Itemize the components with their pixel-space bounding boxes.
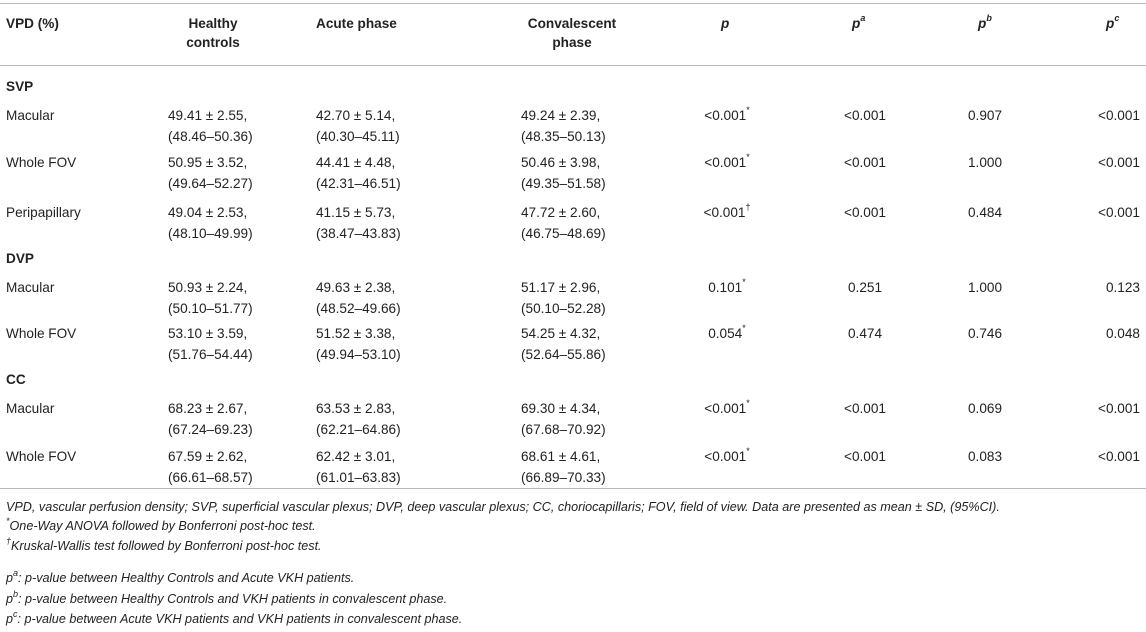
header-p: p (721, 16, 730, 31)
cell-pa: <0.001 (844, 155, 886, 170)
cell-p (672, 153, 782, 172)
header-pc (1106, 14, 1119, 33)
cell-p-sup: * (742, 277, 746, 288)
section-dvp: DVP (6, 251, 34, 266)
header-convalescent-line1: Convalescent (527, 16, 617, 31)
cell-pc: <0.001 (1098, 155, 1140, 170)
cell-convalescent-ci: (48.35–50.13) (521, 129, 606, 144)
cell-acute-ci: (42.31–46.51) (316, 176, 401, 191)
cell-pc: <0.001 (1098, 108, 1140, 123)
footnote-pa-sup: a (13, 567, 19, 578)
row-label: Whole FOV (6, 155, 77, 170)
row-label: Macular (6, 108, 55, 123)
cell-healthy-ci: (49.64–52.27) (168, 176, 253, 191)
cell-p-value: 0.101 (708, 280, 743, 295)
cell-p (672, 447, 782, 466)
cell-convalescent-mean: 68.61 ± 4.61, (521, 449, 601, 464)
header-convalescent-line2: phase (552, 35, 592, 50)
footnote-pa-p: p (6, 571, 14, 585)
cell-acute-mean: 63.53 ± 2.83, (316, 401, 396, 416)
cell-p (672, 203, 782, 222)
row-label: Whole FOV (6, 449, 77, 464)
section-cc: CC (6, 372, 26, 387)
cell-healthy-ci: (51.76–54.44) (168, 347, 253, 362)
cell-healthy-mean: 68.23 ± 2.67, (168, 401, 248, 416)
footnote-pb (6, 588, 448, 607)
cell-pa: <0.001 (844, 108, 886, 123)
cell-convalescent-mean: 54.25 ± 4.32, (521, 326, 601, 341)
cell-healthy-mean: 50.93 ± 2.24, (168, 280, 248, 295)
footnote-anova-sym: * (6, 515, 10, 526)
header-pb-sup: b (986, 13, 992, 24)
cell-acute-mean: 49.63 ± 2.38, (316, 280, 396, 295)
header-pa (852, 14, 865, 33)
header-healthy (158, 14, 268, 52)
footnote-pb-text: : p-value between Healthy Controls and VKH patients in convalescent phase. (18, 592, 448, 606)
row-label: Peripapillary (6, 205, 81, 220)
cell-p-sup: * (746, 446, 750, 457)
cell-acute-ci: (61.01–63.83) (316, 470, 401, 485)
cell-convalescent-ci: (67.68–70.92) (521, 422, 606, 437)
cell-p (672, 278, 782, 297)
cell-convalescent-ci: (49.35–51.58) (521, 176, 606, 191)
cell-acute-mean: 51.52 ± 3.38, (316, 326, 396, 341)
cell-p (672, 106, 782, 125)
cell-pc: 0.048 (1105, 326, 1140, 341)
cell-convalescent-mean: 51.17 ± 2.96, (521, 280, 601, 295)
cell-p-value: <0.001 (703, 205, 746, 220)
cell-convalescent-mean: 50.46 ± 3.98, (521, 155, 601, 170)
header-pa-p: p (852, 16, 861, 31)
header-pb-p: p (978, 16, 987, 31)
cell-p-value: <0.001 (704, 401, 747, 416)
cell-acute-mean: 62.42 ± 3.01, (316, 449, 396, 464)
cell-convalescent-mean: 69.30 ± 4.34, (521, 401, 601, 416)
cell-convalescent-ci: (46.75–48.69) (521, 226, 606, 241)
cell-acute-mean: 44.41 ± 4.48, (316, 155, 396, 170)
cell-healthy-ci: (67.24–69.23) (168, 422, 253, 437)
cell-healthy-mean: 49.04 ± 2.53, (168, 205, 248, 220)
header-convalescent (512, 14, 632, 52)
cell-healthy-ci: (50.10–51.77) (168, 301, 253, 316)
cell-p-value: <0.001 (704, 449, 747, 464)
cell-p (672, 324, 782, 343)
cell-pa: <0.001 (844, 449, 886, 464)
header-pc-sup: c (1114, 13, 1120, 24)
cell-acute-ci: (62.21–64.86) (316, 422, 401, 437)
cell-pc: <0.001 (1098, 401, 1140, 416)
footnote-pa (6, 567, 355, 586)
row-label: Whole FOV (6, 326, 77, 341)
cell-convalescent-mean: 47.72 ± 2.60, (521, 205, 601, 220)
cell-pa: 0.474 (847, 326, 883, 341)
cell-p-sup: * (746, 152, 750, 163)
header-healthy-line2: controls (186, 35, 240, 50)
cell-pb: 0.484 (967, 205, 1003, 220)
cell-healthy-ci: (48.10–49.99) (168, 226, 253, 241)
cell-p-value: <0.001 (704, 108, 747, 123)
header-pb (978, 14, 992, 33)
cell-pb: 0.069 (967, 401, 1003, 416)
row-label: Macular (6, 280, 55, 295)
cell-p-sup: * (746, 105, 750, 116)
cell-pc: 0.123 (1105, 280, 1140, 295)
footnote-kruskal (6, 535, 322, 554)
cell-p-value: 0.054 (708, 326, 743, 341)
cell-acute-mean: 42.70 ± 5.14, (316, 108, 396, 123)
cell-convalescent-ci: (52.64–55.86) (521, 347, 606, 362)
footnote-pc (6, 608, 463, 627)
cell-pb: 0.746 (967, 326, 1003, 341)
cell-acute-ci: (48.52–49.66) (316, 301, 401, 316)
footnote-pa-text: : p-value between Healthy Controls and Acute VKH patients. (18, 571, 355, 585)
cell-p-sup: * (742, 323, 746, 334)
cell-pc: <0.001 (1098, 205, 1140, 220)
cell-acute-mean: 41.15 ± 5.73, (316, 205, 396, 220)
cell-pb: 1.000 (967, 280, 1003, 295)
footnote-pb-p: p (6, 592, 14, 606)
cell-acute-ci: (49.94–53.10) (316, 347, 401, 362)
footnote-pc-sup: c (13, 608, 18, 619)
cell-acute-ci: (38.47–43.83) (316, 226, 401, 241)
cell-healthy-ci: (48.46–50.36) (168, 129, 253, 144)
cell-healthy-mean: 67.59 ± 2.62, (168, 449, 248, 464)
header-healthy-line1: Healthy (188, 16, 238, 31)
footnote-pc-p: p (6, 612, 14, 626)
footnote-kruskal-sym: † (6, 535, 12, 546)
footnote-anova (6, 515, 316, 534)
header-pa-sup: a (860, 13, 866, 24)
cell-p-value: <0.001 (704, 155, 747, 170)
header-bottom-rule (0, 65, 1146, 66)
table-bottom-rule (0, 488, 1146, 489)
cell-healthy-mean: 50.95 ± 3.52, (168, 155, 248, 170)
footnote-pc-text: : p-value between Acute VKH patients and VKH patients in convalescent phase. (17, 612, 463, 626)
cell-pc: <0.001 (1098, 449, 1140, 464)
cell-convalescent-ci: (50.10–52.28) (521, 301, 606, 316)
cell-pa: <0.001 (844, 401, 886, 416)
header-acute: Acute phase (316, 16, 397, 31)
cell-convalescent-ci: (66.89–70.33) (521, 470, 606, 485)
cell-pb: 0.083 (967, 449, 1003, 464)
row-label: Macular (6, 401, 55, 416)
header-pc-p: p (1106, 16, 1115, 31)
cell-pa: 0.251 (847, 280, 883, 295)
footnote-kruskal-text: Kruskal-Wallis test followed by Bonferroni post-hoc test. (11, 539, 322, 553)
cell-p (672, 399, 782, 418)
cell-pa: <0.001 (844, 205, 886, 220)
cell-convalescent-mean: 49.24 ± 2.39, (521, 108, 601, 123)
cell-p-sup: * (746, 398, 750, 409)
cell-healthy-ci: (66.61–68.57) (168, 470, 253, 485)
cell-p-sup: † (745, 202, 751, 213)
cell-pb: 1.000 (967, 155, 1003, 170)
footnote-pb-sup: b (13, 588, 19, 599)
footnote-anova-text: One-Way ANOVA followed by Bonferroni post-hoc test. (9, 519, 316, 533)
cell-healthy-mean: 49.41 ± 2.55, (168, 108, 248, 123)
section-svp: SVP (6, 79, 34, 94)
cell-pb: 0.907 (967, 108, 1003, 123)
table-top-rule (0, 3, 1146, 4)
footnote-abbrev: VPD, vascular perfusion density; SVP, superficial vascular plexus; DVP, deep vascular plexus; CC, choriocapillaris; FOV, field of view. Data are presented as mean ± SD, (95%CI). (6, 500, 1000, 514)
cell-acute-ci: (40.30–45.11) (316, 129, 400, 144)
header-vpd: VPD (%) (6, 16, 59, 31)
cell-healthy-mean: 53.10 ± 3.59, (168, 326, 248, 341)
